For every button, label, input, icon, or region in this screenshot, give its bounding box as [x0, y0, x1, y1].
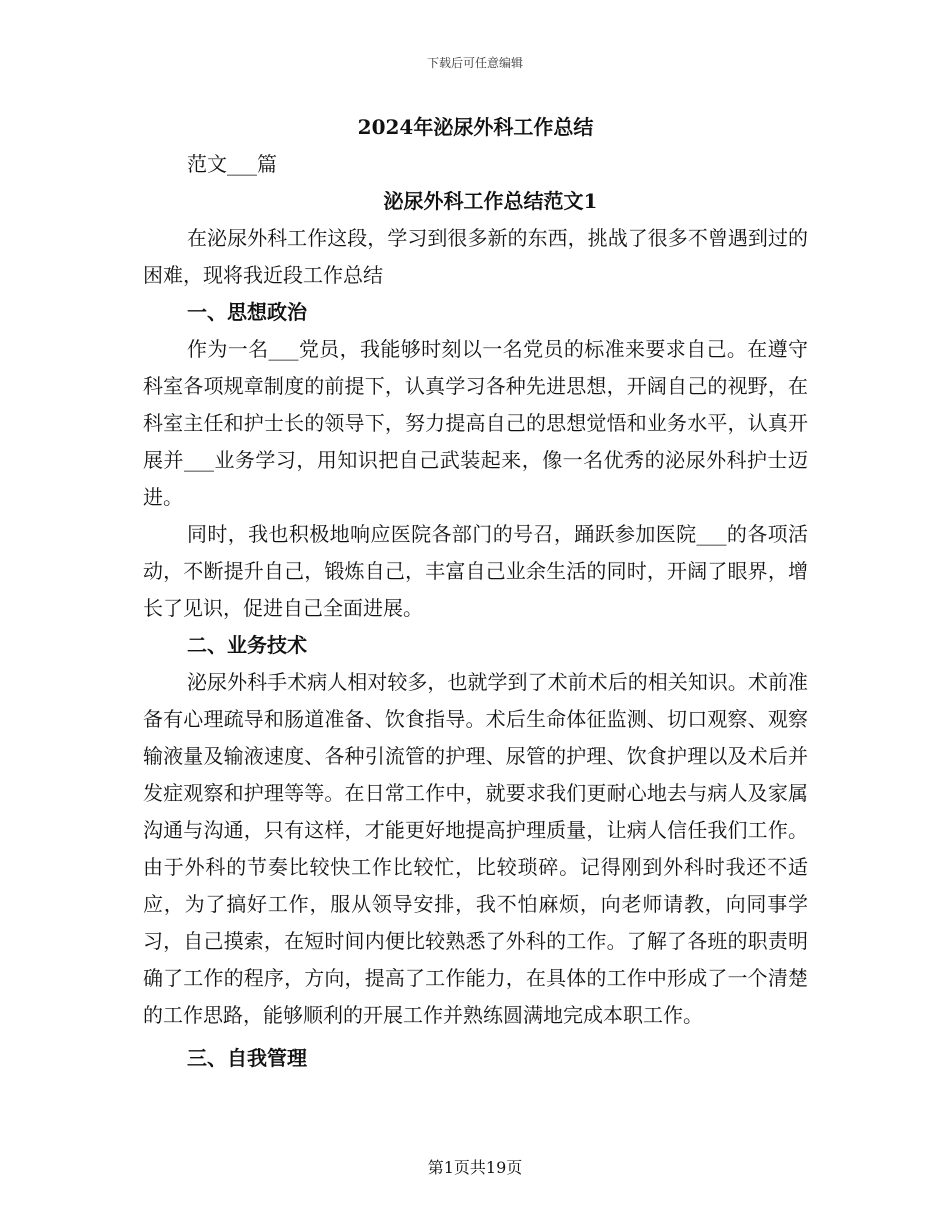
document-subtitle: 泌尿外科工作总结范文1 — [383, 189, 598, 213]
section-heading-self-management: 三、自我管理 — [187, 1046, 307, 1070]
section-heading-skills: 二、业务技术 — [187, 633, 307, 657]
document-body — [143, 108, 808, 1077]
paragraph-skills-1: 泌尿外科手术病人相对较多，也就学到了术前术后的相关知识。术前准备有心理疏导和肠道准备、饮食指导。术后生命体征监测、切口观察、观察输液量及输液速度、各种引流管的护理、尿管的护理、饮食护理以及术后并发症观察和护理等等。在日常工作中，就要求我们更耐心地去与病人及家属沟通与沟通，只有这样，才能更好地提高护理质量，让病人信任我们工作。由于外科的节奏比较快工作比较忙，比较琐碎。记得刚到外科时我还不适应，为了搞好工作，服从领导安排，我不怕麻烦，向老师请教，向同事学习，自己摸索，在短时间内便比较熟悉了外科的工作。了解了各班的职责明确了工作的程序，方向，提高了工作能力，在具体的工作中形成了一个清楚的工作思路，能够顺利的开展工作并熟练圆满地完成本职工作。 — [143, 670, 808, 1027]
document-title: 2024年泌尿外科工作总结 — [357, 115, 594, 139]
paragraph-ideology-2: 同时，我也积极地响应医院各部门的号召，踊跃参加医院___的各项活动，不断提升自己，锻炼自己，丰富自己业余生活的同时，开阔了眼界，增长了见识，促进自己全面进展。 — [143, 522, 808, 620]
intro-paragraph: 在泌尿外科工作这段，学习到很多新的东西，挑战了很多不曾遇到过的困难，现将我近段工作总结 — [143, 226, 808, 287]
sample-count-line: 范文___篇 — [187, 152, 277, 176]
page-footer: 第1页共19页 — [427, 1158, 523, 1177]
paragraph-ideology-1: 作为一名___党员，我能够时刻以一名党员的标准来要求自己。在遵守科室各项规章制度的前提下，认真学习各种先进思想，开阔自己的视野，在科室主任和护士长的领导下，努力提高自己的思想觉悟和业务水平，认真开展并___业务学习，用知识把自己武装起来，像一名优秀的泌尿外科护士迈进。 — [143, 337, 808, 509]
page-header-note: 下载后可任意编辑 — [426, 56, 523, 70]
section-heading-ideology: 一、思想政治 — [187, 300, 307, 324]
